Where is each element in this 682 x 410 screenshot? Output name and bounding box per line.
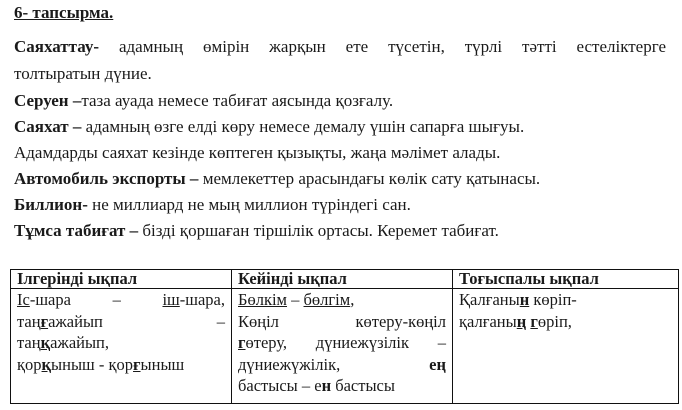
- assimilation-table: [10, 269, 679, 404]
- cell-line: таңғажайып –: [17, 311, 225, 331]
- term: Биллион-: [14, 195, 88, 214]
- cell-line: Көңіл көтеру-көңіл: [238, 311, 446, 331]
- cell-line: Бөлкім – бөлгім,: [238, 290, 355, 309]
- term: Автомобиль экспорты –: [14, 169, 199, 188]
- definition-text: адамның өзге елді көру немесе демалу үшін сапарға шығуы.: [81, 117, 525, 136]
- definition-avtomobil: [14, 169, 540, 189]
- header-regressive: Кейінді ықпал: [232, 270, 453, 289]
- cell-mutual: [453, 289, 679, 404]
- definition-billion: [14, 195, 411, 215]
- definition-text: мемлекеттер арасындағы көлік сату қатынасы.: [198, 169, 541, 188]
- table-header-row: [11, 270, 679, 289]
- definition-sayakhattau-cont: толтыратын дүние.: [14, 64, 152, 83]
- definition-seruen: [14, 91, 393, 111]
- cell-line: гөтеру, дүниежүзілік –: [238, 333, 447, 352]
- term: Тұмса табиғат –: [14, 221, 139, 240]
- header-mutual: Тоғыспалы ықпал: [453, 270, 679, 289]
- definition-sayakhattau: [14, 37, 666, 57]
- table-row: [11, 289, 679, 404]
- cell-line: бастысы – ен бастысы: [238, 376, 395, 395]
- task-title: 6- тапсырма.: [14, 3, 114, 22]
- cell-line: дүниежүжілік, ең: [238, 354, 446, 374]
- definition-text: не миллиард не мың миллион түріндегі сан.: [87, 195, 411, 214]
- cell-line: таңқажайып,: [17, 333, 110, 352]
- term: Саяхат –: [14, 117, 82, 136]
- cell-regressive: [232, 289, 453, 404]
- definition-sayakhat: [14, 117, 524, 137]
- cell-line: қалғаның гөріп,: [459, 311, 572, 331]
- definition-tumsa: [14, 221, 499, 241]
- cell-line: Іс-шара – іш-шара,: [17, 290, 225, 309]
- definition-text: бізді қоршаған тіршілік ортасы. Керемет табиғат.: [138, 221, 499, 240]
- header-progressive: Ілгерінді ықпал: [11, 270, 232, 289]
- term: Саяхаттау-: [14, 37, 100, 56]
- definition-sayakhat-cont: Адамдарды саяхат кезінде көптеген қызықты, жаңа мәлімет алады.: [14, 143, 501, 162]
- definition-text: адамның өмірін жарқын ете түсетін, түрлі тәтті естеліктерге: [118, 37, 667, 56]
- cell-progressive: [11, 289, 232, 404]
- cell-line: қорқыныш - қорғыныш: [17, 354, 185, 374]
- term: Серуен –: [14, 91, 82, 110]
- definition-text: таза ауада немесе табиғат аясында қозғалу.: [81, 91, 394, 110]
- cell-line: Қалғанын көріп-: [459, 290, 577, 309]
